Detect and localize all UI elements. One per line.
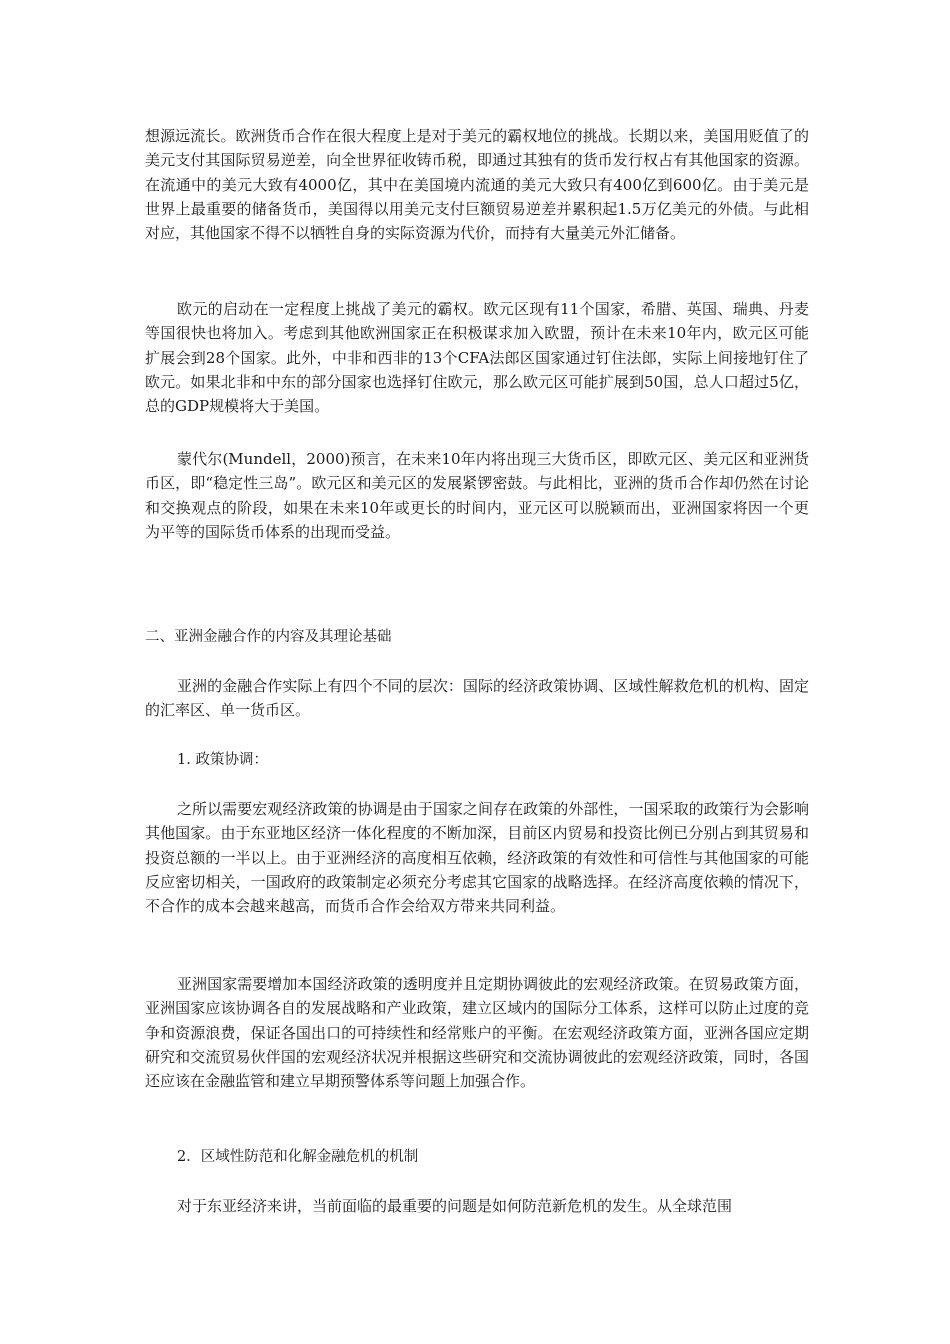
paragraph-mundell-prediction: 蒙代尔(Mundell，2000)预言，在未来10年内将出现三大货币区，即欧元区、美元区和亚洲货币区，即“稳定性三岛”。欧元区和美元区的发展紧锣密鼓。与此相比，亚洲的货币合作却仍然在讨论和交换观点的阶段，如果在未来10年或更长的时间内，亚元区可以脱颖而出，亚洲国家将因一个更为平等的国际货币体系的出现而受益。 xyxy=(145,450,809,541)
paragraph-cooperation-levels: 亚洲的金融合作实际上有四个不同的层次：国际的经济政策协调、区域性解救危机的机构、固定的汇率区、单一货币区。 xyxy=(145,677,809,720)
paragraph-policy-externality: 之所以需要宏观经济政策的协调是由于国家之间存在政策的外部性，一国采取的政策行为会影响其他国家。由于东亚地区经济一体化程度的不断加深，目前区内贸易和投资比例已分别占到其贸易和投资总额的一半以上。由于亚洲经济的高度相互依赖，经济政策的有效性和可信性与其他国家的可能反应密切相关，一国政府的政策制定必须充分考虑其它国家的战略选择。在经济高度依赖的情况下，不合作的成本会越来越高，而货币合作会给双方带来共同利益。 xyxy=(145,800,809,916)
paragraph-east-asia-crisis-prevention: 对于东亚经济来讲，当前面临的最重要的问题是如何防范新危机的发生。从全球范围 xyxy=(177,1197,733,1215)
section-heading-asian-financial-cooperation: 二、亚洲金融合作的内容及其理论基础 xyxy=(145,629,392,645)
paragraph-policy-transparency: 亚洲国家需要增加本国经济政策的透明度并且定期协调彼此的宏观经济政策。在贸易政策方面，亚洲国家应该协调各自的发展战略和产业政策，建立区域内的国际分工体系，这样可以防止过度的竞争和资源浪费，保证各国出口的可持续性和经常账户的平衡。在宏观经济政策方面，亚洲各国应定期研究和交流贸易伙伴国的宏观经济状况并根据这些研究和交流协调彼此的宏观经济政策，同时，各国还应该在金融监管和建立早期预警体系等问题上加强合作。 xyxy=(145,975,809,1091)
paragraph-us-dollar-hegemony: 想源远流长。欧洲货币合作在很大程度上是对于美元的霸权地位的挑战。长期以来，美国用贬值了的美元支付其国际贸易逆差，向全世界征收铸币税，即通过其独有的货币发行权占有其他国家的资源。在流通中的美元大致有4000亿，其中在美国境内流通的美元大致只有400亿到600亿。由于美元是世界上最重要的储备货币，美国得以用美元支付巨额贸易逆差并累积起1.5万亿美元的外债。与此相对应，其他国家不得不以牺牲自身的实际资源为代价，而持有大量美元外汇储备。 xyxy=(145,127,809,243)
paragraph-euro-launch: 欧元的启动在一定程度上挑战了美元的霸权。欧元区现有11个国家，希腊、英国、瑞典、丹麦等国很快也将加入。考虑到其他欧洲国家正在积极谋求加入欧盟，预计在未来10年内，欧元区可能扩展会到28个国家。此外，中非和西非的13个CFA法郎区国家通过钉住法郎，实际上间接地钉住了欧元。如果北非和中东的部分国家也选择钉住欧元，那么欧元区可能扩展到50国，总人口超过5亿，总的GDP规模将大于美国。 xyxy=(145,300,809,416)
subheading-policy-coordination: 1. 政策协调： xyxy=(177,752,268,768)
subheading-regional-crisis-mechanism: 2．区域性防范和化解金融危机的机制 xyxy=(177,1149,419,1165)
